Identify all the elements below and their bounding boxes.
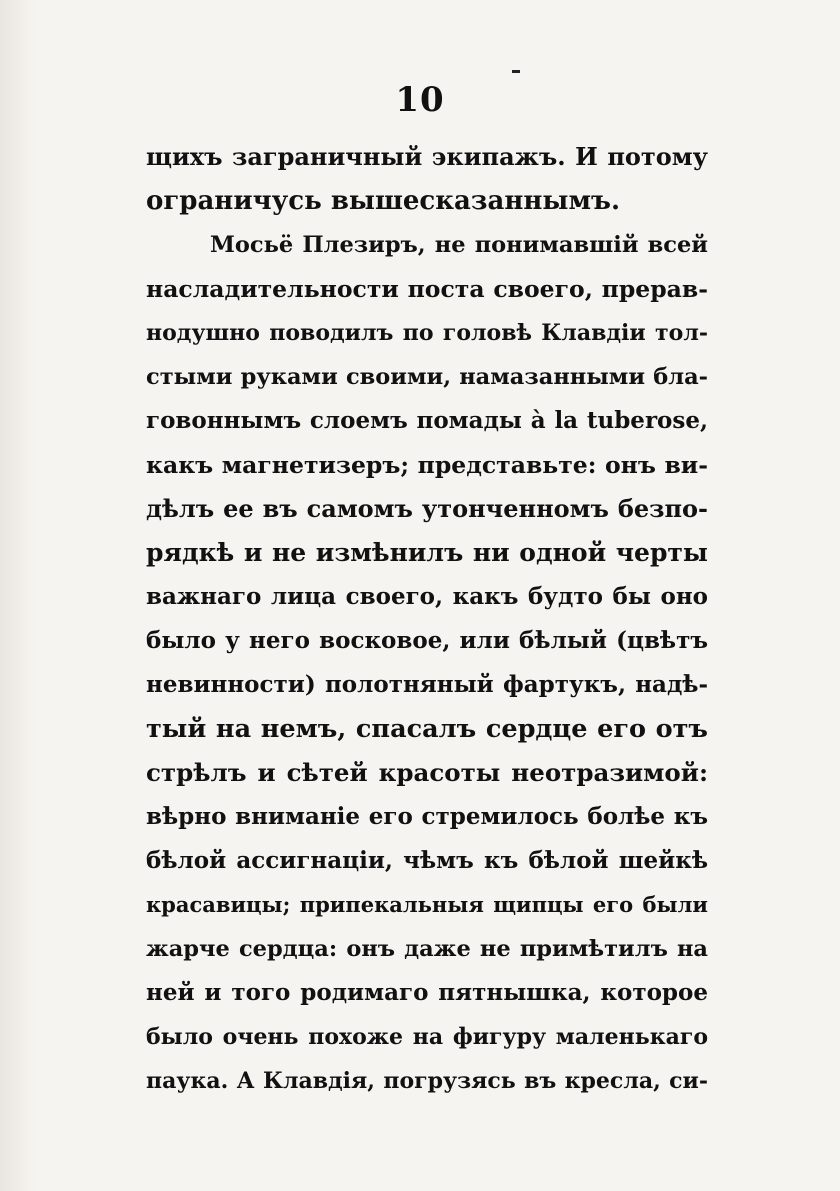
text-line: тый на немъ, спасалъ сердце его отъ — [146, 714, 708, 744]
text-line: было у него восковое, или бѣлый (цвѣтъ — [146, 627, 708, 654]
ink-mark — [512, 70, 520, 73]
page-gutter-shade — [0, 0, 36, 1191]
text-line: ограничусь вышесказаннымъ. — [146, 186, 621, 216]
text-line: щихъ заграничный экипажъ. И потому — [146, 142, 708, 171]
text-line: паука. А Клавдія, погрузясь въ кресла, си- — [146, 1068, 708, 1094]
text-line: бѣлой ассигнаціи, чѣмъ къ бѣлой шейкѣ — [146, 847, 708, 874]
text-line: важнаго лица своего, какъ будто бы оно — [146, 583, 708, 610]
text-line: красавицы; припекальныя щипцы его были — [146, 892, 708, 917]
text-line: насладительности поста своего, прерав- — [146, 275, 708, 303]
text-line: дѣлъ ее въ самомъ утонченномъ безпо- — [146, 494, 708, 523]
text-line: было очень похоже на фигуру маленькаго — [146, 1024, 708, 1050]
text-line: ней и того родимаго пятнышка, которое — [146, 979, 708, 1006]
text-line: жарче сердца: онъ даже не примѣтилъ на — [146, 936, 708, 962]
text-line: рядкѣ и не измѣнилъ ни одной черты — [146, 538, 708, 567]
text-line: нодушно поводилъ по головѣ Клавдіи тол- — [146, 320, 708, 346]
text-line: говоннымъ слоемъ помады à la tuberose, — [146, 407, 708, 434]
text-line: невинности) полотняный фартукъ, надѣ- — [146, 671, 708, 698]
text-line: Мосьё Плезиръ, не понимавшій всей — [210, 232, 708, 258]
text-line: стыми руками своими, намазанными бла- — [146, 364, 708, 390]
text-line: стрѣлъ и сѣтей красоты неотразимой: — [146, 758, 708, 787]
text-line: вѣрно вниманіе его стремилось болѣе къ — [146, 803, 708, 830]
text-line: какъ магнетизеръ; представьте: онъ ви- — [146, 451, 708, 479]
page-number: 10 — [395, 80, 445, 120]
